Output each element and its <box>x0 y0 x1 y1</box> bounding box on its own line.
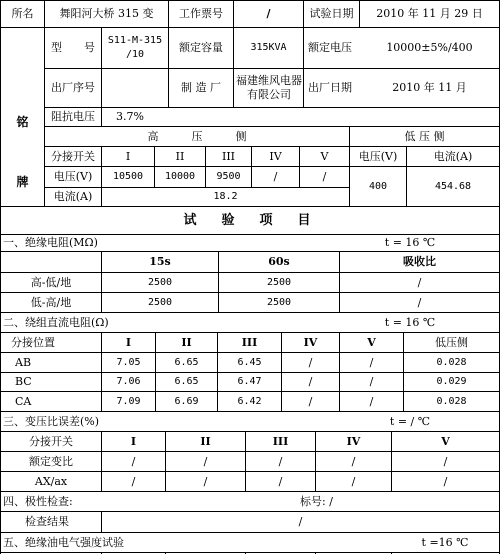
dc-lv-value: 0.028 <box>436 356 467 368</box>
ratio-value: / <box>278 474 283 488</box>
insulation-ratio-value: / <box>417 295 422 309</box>
capacity-label: 额定容量 <box>179 41 223 54</box>
dc-value: 6.65 <box>174 376 199 387</box>
ticket-value: / <box>266 7 271 20</box>
tap-col: I <box>125 149 131 163</box>
dc-value: 6.42 <box>237 395 262 407</box>
dc-lv-value: 0.028 <box>436 395 467 407</box>
capacity-value: 315KVA <box>250 42 287 53</box>
insulation-60s-value: 2500 <box>266 276 292 288</box>
serial-label: 出厂序号 <box>51 81 95 94</box>
dc-col: II <box>181 335 192 349</box>
polarity-result-value: / <box>298 515 303 528</box>
dc-value: / <box>369 355 374 369</box>
dc-resistance-temp: t = 16 ℃ <box>384 315 436 329</box>
dc-pos-label: 分接位置 <box>11 335 55 349</box>
dc-value: 7.06 <box>116 376 141 387</box>
insulation-col-ratio: 吸收比 <box>403 255 436 268</box>
oil-test-title: 五、绝缘油电气强度试验 <box>3 535 124 549</box>
table-row-label: 低-高/地 <box>30 295 72 309</box>
dc-value: / <box>308 394 313 408</box>
dc-value: / <box>369 394 374 408</box>
hv-current-value: 18.2 <box>213 191 238 202</box>
factory-date-label: 出厂日期 <box>308 81 352 94</box>
insulation-col-15s: 15s <box>149 255 171 268</box>
model-value: S11-M-315 /10 <box>107 35 163 60</box>
ratio-value: / <box>351 454 356 468</box>
hv-voltage-label: 电压(V) <box>53 170 93 183</box>
ratio-value: / <box>131 474 136 488</box>
site-label: 所名 <box>11 7 34 20</box>
nameplate-side-label-bottom: 牌 <box>16 175 29 189</box>
polarity-result-label: 检查结果 <box>25 515 69 528</box>
dc-lv-value: 0.029 <box>436 376 467 387</box>
model-label: 型 号 <box>51 41 95 54</box>
hv-voltage-value: 10000 <box>164 171 196 182</box>
dc-value: / <box>369 375 374 388</box>
test-date-label: 试验日期 <box>309 7 354 20</box>
insulation-15s-value: 2500 <box>147 296 173 308</box>
insulation-60s-value: 2500 <box>266 296 292 308</box>
dc-col: IV <box>303 335 318 349</box>
lv-voltage-label: 电压(V) <box>358 149 398 163</box>
tap-col: II <box>175 149 185 163</box>
dc-value: 6.45 <box>237 356 262 368</box>
table-row-label: BC <box>15 375 32 388</box>
dc-resistance-title: 二、绕组直流电阻(Ω) <box>3 315 109 329</box>
ticket-label: 工作票号 <box>179 7 223 20</box>
ratio-value: / <box>351 474 356 488</box>
ratio-value: / <box>203 454 208 468</box>
table-row-label: AB <box>15 355 32 369</box>
hv-voltage-value: / <box>322 170 327 183</box>
table-row-label: 高-低/地 <box>30 275 72 289</box>
ratio-error-temp: t = / ℃ <box>389 414 431 428</box>
insulation-col-60s: 60s <box>268 255 290 268</box>
ratio-value: / <box>131 454 136 468</box>
serial-value <box>102 69 168 107</box>
ratio-col: I <box>130 434 137 448</box>
polarity-mark: 标号: / <box>300 494 333 508</box>
ratio-col: V <box>441 434 450 448</box>
insulation-ratio-value: / <box>417 275 422 289</box>
impedance-value: 3.7% <box>116 110 144 123</box>
nameplate-side-label-top: 铭 <box>16 115 29 129</box>
dc-value: 7.05 <box>116 356 141 368</box>
lv-voltage-value: 400 <box>368 180 388 192</box>
dc-col: I <box>125 335 132 349</box>
table-row-label: 额定变比 <box>29 454 73 468</box>
hv-voltage-value: 9500 <box>216 171 241 182</box>
insulation-title: 一、绝缘电阻(MΩ) <box>3 236 98 249</box>
ratio-value: / <box>203 474 208 488</box>
dc-col: V <box>367 335 376 349</box>
ratio-tap-label: 分接开关 <box>29 434 73 448</box>
polarity-title: 四、极性检查: <box>3 494 73 508</box>
ratio-col: III <box>272 434 289 448</box>
tap-label: 分接开关 <box>51 149 95 163</box>
ratio-value: / <box>443 474 448 488</box>
tap-col: III <box>221 149 236 163</box>
dc-value: / <box>308 375 313 388</box>
hv-voltage-value: / <box>273 170 278 183</box>
tests-title: 试 验 项 目 <box>183 212 317 228</box>
dc-value: 6.47 <box>237 376 262 387</box>
table-row-label: CA <box>15 394 32 408</box>
dc-value: 6.65 <box>174 356 199 368</box>
impedance-label: 阻抗电压 <box>51 110 95 123</box>
site-value: 舞阳河大桥 315 变 <box>59 7 154 20</box>
ratio-value: / <box>443 454 448 468</box>
factory-date-value: 2010 年 11 月 <box>392 81 467 94</box>
lv-side-header: 低 压 侧 <box>404 129 445 143</box>
rated-voltage-label: 额定电压 <box>308 41 352 54</box>
hv-current-label: 电流(A) <box>53 190 93 203</box>
hv-voltage-value: 10500 <box>112 171 144 182</box>
rated-voltage-value: 10000±5%/400 <box>386 41 473 54</box>
test-date-value: 2010 年 11 月 29 日 <box>376 7 483 20</box>
manufacturer-label: 制 造 厂 <box>181 81 221 94</box>
dc-lv-col: 低压侧 <box>435 335 468 349</box>
ratio-col: IV <box>346 434 361 448</box>
dc-value: 7.09 <box>116 395 141 407</box>
table-row-label: AX/ax <box>34 474 68 488</box>
hv-side-header: 高 压 侧 <box>147 129 247 143</box>
dc-col: III <box>241 335 258 349</box>
tap-col: IV <box>269 149 282 163</box>
ratio-value: / <box>278 454 283 468</box>
oil-test-temp: t =16 ℃ <box>421 535 469 549</box>
ratio-col: II <box>200 434 211 448</box>
lv-current-label: 电流(A) <box>433 149 473 163</box>
insulation-15s-value: 2500 <box>147 276 173 288</box>
dc-value: / <box>308 355 313 369</box>
tap-col: V <box>320 149 329 163</box>
insulation-temp: t = 16 ℃ <box>384 236 436 249</box>
manufacturer-value: 福建维风电器有限公司 <box>236 74 302 101</box>
dc-value: 6.69 <box>174 395 199 407</box>
ratio-error-title: 三、变压比误差(%) <box>3 414 100 428</box>
lv-current-value: 454.68 <box>434 180 472 192</box>
